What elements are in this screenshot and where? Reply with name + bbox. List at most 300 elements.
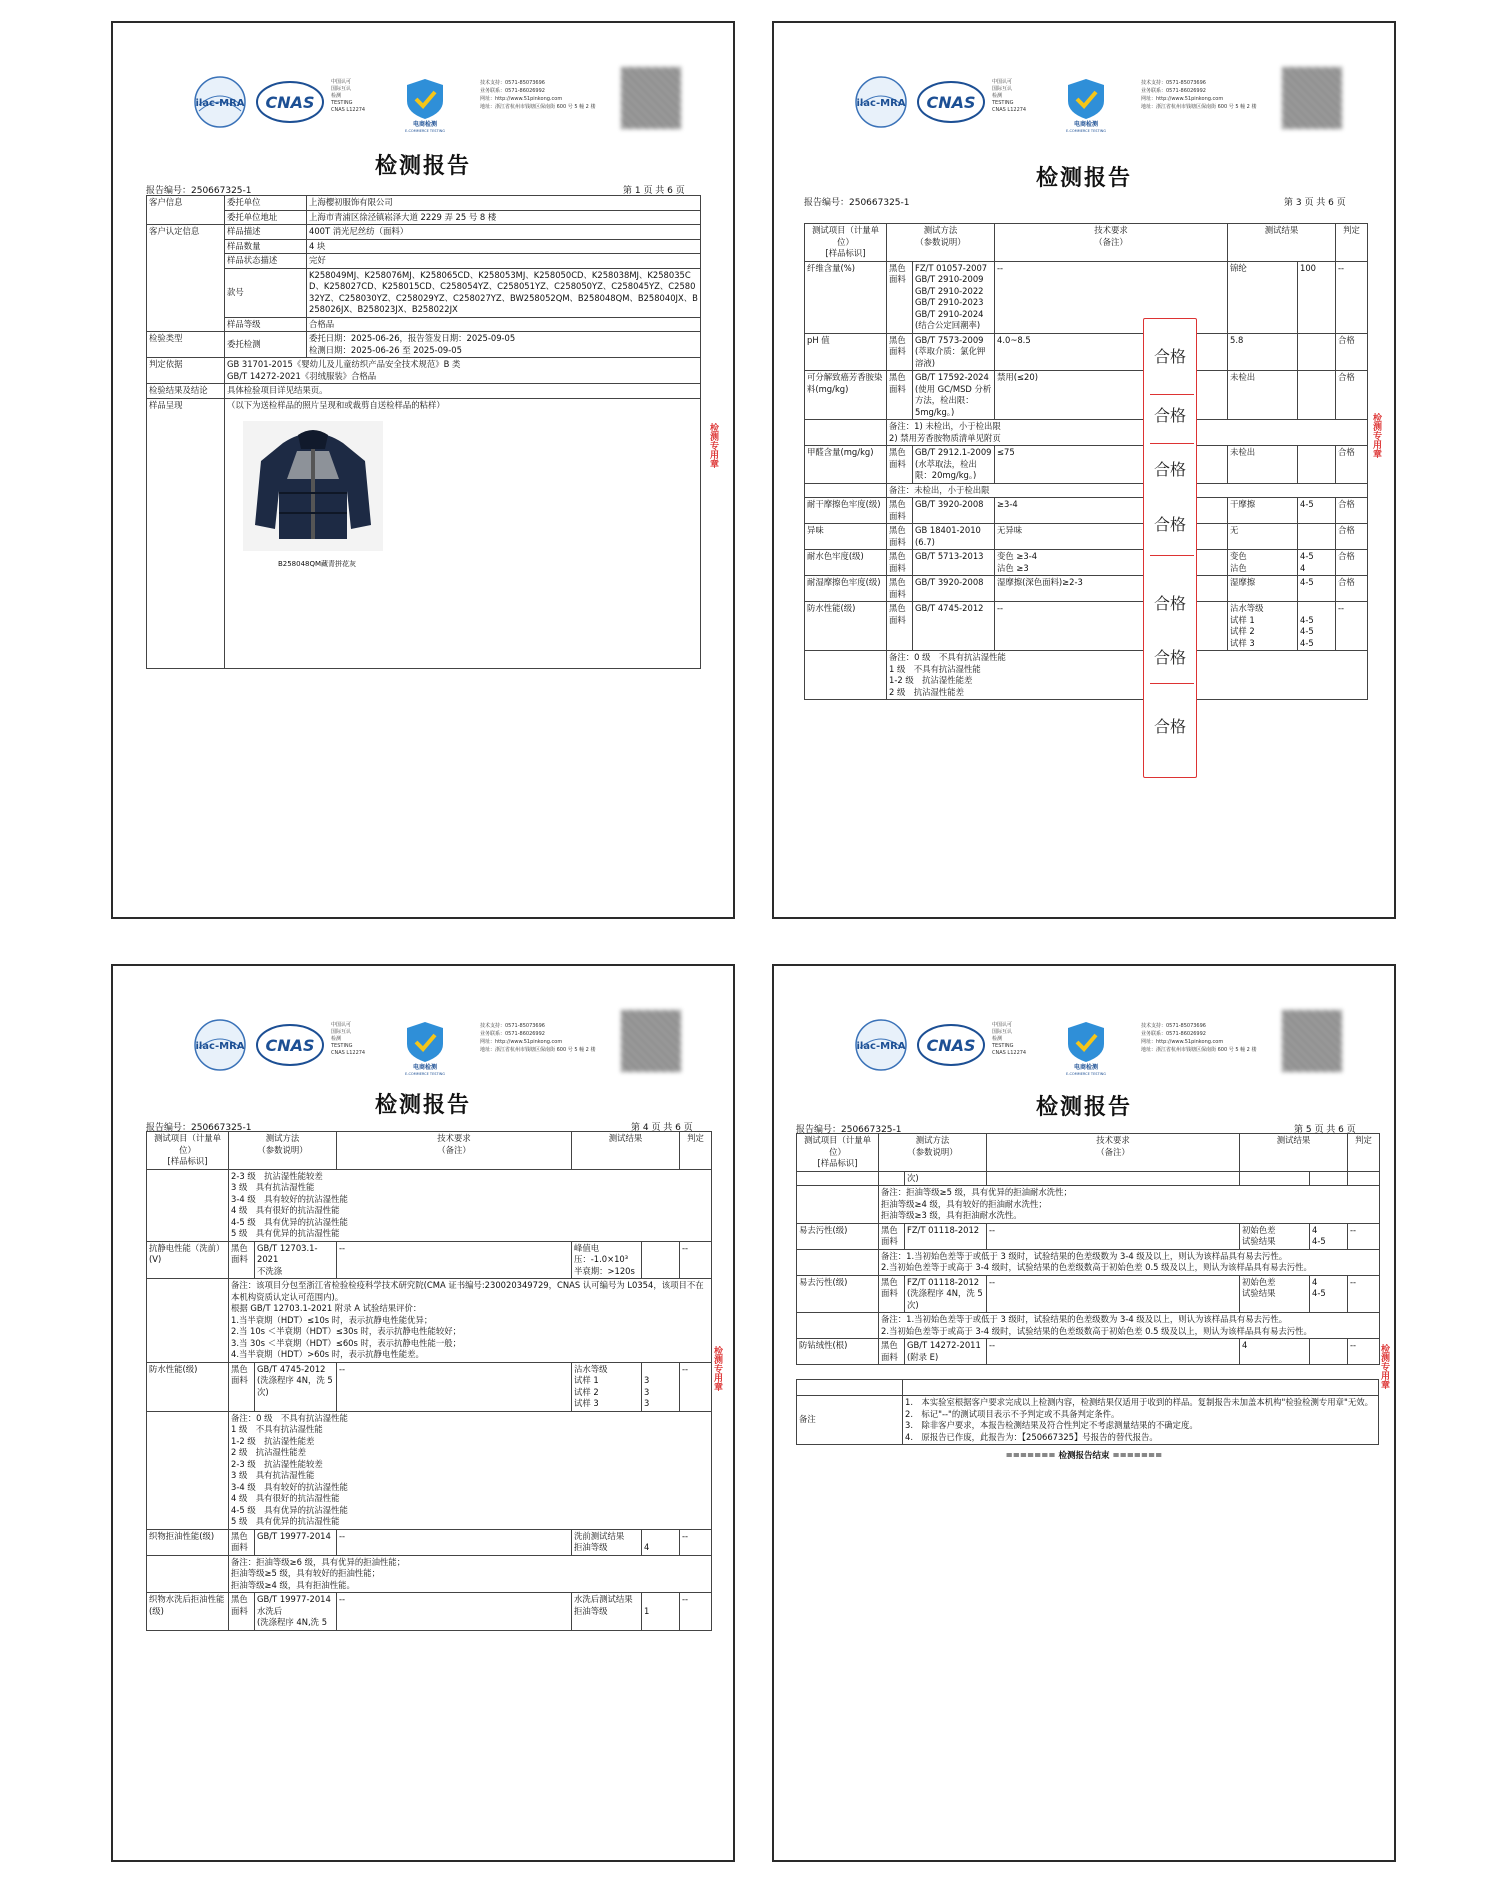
cell-res-r [1310,1171,1348,1186]
table-header-row [797,1134,1380,1172]
cell-judge [1348,1171,1380,1186]
contact-business: 业务联系：0571-86026992 [1141,1031,1206,1037]
cell-req: ≥3-4 [995,498,1228,524]
cell-res-l: 变色 沾色 [1228,550,1298,576]
cell-item: 抗静电性能（洗前）(V) [147,1241,229,1279]
inspection-stamp: 检测专用章 [708,423,718,468]
table-row [147,225,701,240]
cell-judge: 合格 [1336,498,1368,524]
cell-method: GB/T 7573-2009 (萃取介质：氯化钾溶液) [913,333,995,371]
cell-method: GB/T 5713-2013 [913,550,995,576]
table-row [805,550,1368,576]
svg-text:CNAS: CNAS [926,93,976,112]
cell-judge: -- [680,1241,712,1279]
svg-text:E-COMMERCE TESTING: E-COMMERCE TESTING [1065,129,1107,133]
cell-judge: 合格 [1336,550,1368,576]
table-row [147,317,701,332]
cell-item: 易去污性(级) [797,1223,879,1249]
ecommerce-testing-logo-icon [395,1018,455,1076]
cell-res-r [1298,524,1336,550]
contact-info [1141,1022,1271,1054]
svg-text:CNAS: CNAS [926,1036,976,1055]
cell-method: GB/T 19977-2014 [255,1529,337,1555]
cell-color: 黑色 面料 [229,1241,255,1279]
field-value: 合格品 [307,317,701,332]
contact-tech: 技术支持：0571-85073696 [1141,80,1206,86]
row-label: 客户认定信息 [147,225,225,332]
contact-business: 业务联系：0571-86026992 [480,88,545,94]
dates-line-2: 检测日期：2025-06-26 至 2025-09-05 [309,344,462,355]
cell-color: 黑色 面料 [879,1275,905,1313]
table-row [147,1411,712,1529]
cell-res-r: 4 4-5 [1310,1223,1348,1249]
contact-website: 网址：http://www.51pinkong.com [1141,96,1224,102]
cell-res-l: 峰值电压：-1.0×10³ 半衰期：>120s [572,1241,642,1279]
report-title: 检测报告 [1035,165,1132,191]
basis-line-1: GB 31701-2015《婴幼儿及儿童纺织产品安全技术规范》B 类 [227,359,461,369]
table-row [805,261,1368,333]
svg-text:ilac-MRA: ilac-MRA [195,1041,245,1052]
cnas-logo-icon [255,1018,325,1072]
cell-req: 无异味 [995,524,1228,550]
cell-item: 耐湿摩擦色牢度(级) [805,576,887,602]
inspection-stamp: 检测专用章 [1371,413,1381,458]
dates-line-1: 委托日期：2025-06-26，报告签发日期：2025-09-05 [309,333,516,343]
pass-label: 合格 [1153,594,1186,613]
qr-code-icon [621,67,681,129]
cell-method: GB/T 3920-2008 [913,498,995,524]
header-judgement: 判定 [1336,224,1368,262]
report-header [193,1018,663,1078]
cell-res-l: 洗前测试结果 拒油等级 [572,1529,642,1555]
cell-res-r [1298,446,1336,484]
header-method: 测试方法 （参数说明） [887,224,995,262]
cell-color: 黑色 面料 [887,524,913,550]
empty-cell [147,1555,229,1593]
ilac-mra-logo-icon [193,75,247,129]
table-row [147,1529,712,1555]
field-value: 具体检验项目详见结果页。 [225,384,701,399]
table-row [147,268,701,317]
results-table [146,1131,712,1631]
cell-item: 织物水洗后拒油性能(级) [147,1593,229,1631]
cell-color: 黑色 面料 [229,1593,255,1631]
header-requirement: 技术要求 （备注） [995,224,1228,262]
header-item: 测试项目（计量单位） [样品标识] [147,1132,229,1170]
contact-address: 地址：浙江省杭州市钱塘区保南街 600 号 5 幢 2 楼 [1141,1047,1257,1053]
report-page-1 [111,21,735,919]
cell-res-r [1310,1339,1348,1365]
report-header [193,75,663,135]
cell-color: 黑色 面料 [229,1529,255,1555]
table-row [797,1249,1380,1275]
cell-res-r: 4-5 4 [1298,550,1336,576]
header-requirement: 技术要求 （备注） [987,1134,1240,1172]
table-row [147,1241,712,1279]
divider [1150,683,1194,684]
cell-res-r [1298,371,1336,420]
cell-res-l: 无 [1228,524,1298,550]
cell-res-r: 3 3 3 [642,1362,680,1411]
svg-text:E-COMMERCE TESTING: E-COMMERCE TESTING [404,1072,446,1076]
spacer-cell [903,1380,1379,1396]
photo-caption: B258048QM藏青拼花灰 [277,559,357,568]
cell-res-l: 水洗后测试结果 拒油等级 [572,1593,642,1631]
cnas-accreditation-text: 中国认可 国际互认 检测 TESTING CNAS L12274 [992,79,1027,113]
table-row [147,196,701,211]
spacer-cell [797,1380,903,1396]
empty-cell [797,1313,879,1339]
cell-item: 防钻绒性(根) [797,1339,879,1365]
svg-text:E-COMMERCE TESTING: E-COMMERCE TESTING [404,129,446,133]
header-judgement: 判定 [680,1132,712,1170]
cell-res-l: 未检出 [1228,446,1298,484]
cell-req: -- [337,1241,572,1279]
results-table [804,223,1368,700]
cell-judge: 合格 [1336,333,1368,371]
contact-address: 地址：浙江省杭州市钱塘区保南街 600 号 5 幢 2 楼 [1141,104,1257,110]
table-row [147,358,701,384]
cell-res-r: 4-5 [1298,498,1336,524]
cell-judge: -- [680,1362,712,1411]
note-cell: 备注：拒油等级≥6 级，具有优异的拒油性能； 拒油等级≥5 级，具有较好的拒油性能； 拒油等级≥4 级，具有拒油性能。 [229,1555,712,1593]
table-row [797,1380,1379,1396]
table-row [147,1169,712,1241]
report-number: 报告编号：250667325-1 [146,186,252,196]
svg-text:CNAS: CNAS [265,1036,315,1055]
divider [1150,443,1194,444]
field-value [225,398,701,668]
cell-color: 黑色 面料 [887,371,913,420]
cell-color: 黑色 面料 [887,333,913,371]
contact-tech: 技术支持：0571-85073696 [480,1023,545,1029]
cell-color: 黑色 面料 [887,446,913,484]
cell-res-r: 4 4-5 [1310,1275,1348,1313]
note-cell: 备注：1) 未检出，小于检出限 2) 禁用芳香胺物质清单见附页 [887,420,1368,446]
note-cell: 备注：0 级 不具有抗沾湿性能 1 级 不具有抗沾湿性能 1-2 级 抗沾湿性能差 2 级 抗沾湿性能差 2-3 级 抗沾湿性能较差 3 级 具有抗沾湿性能 3-4 级 具有较好的抗沾湿性能 4 级 具有很好的抗沾湿性能 4-5 级 具有优异的抗沾湿性能 5 级 具有优异的抗沾湿性能 [229,1411,712,1529]
cell-res-r: 1 [642,1593,680,1631]
contact-tech: 技术支持：0571-85073696 [480,80,545,86]
cell-res-r: 4-5 [1298,576,1336,602]
field-key: 样品描述 [225,225,307,240]
cell-res-l: 干摩擦 [1228,498,1298,524]
cell-req: -- [337,1529,572,1555]
cell-method: GB/T 2912.1-2009 (水萃取法，检出限：20mg/kg。) [913,446,995,484]
cell-res-l: 初始色差 试验结果 [1240,1223,1310,1249]
table-row [805,498,1368,524]
table-row [797,1171,1380,1186]
page-number: 第 1 页 共 6 页 [623,186,685,196]
ecommerce-testing-logo-icon [1056,1018,1116,1076]
contact-website: 网址：http://www.51pinkong.com [480,1039,563,1045]
cell-method: GB/T 4745-2012 [913,602,995,651]
svg-text:ilac-MRA: ilac-MRA [856,1041,906,1052]
cell-color: 黑色 面料 [229,1362,255,1411]
cell-judge: -- [1348,1223,1380,1249]
report-header [854,75,1324,135]
empty-cell [805,651,887,700]
ilac-mra-logo-icon [193,1018,247,1072]
row-label: 检验类型 [147,332,225,358]
cell-res-l: 沾水等级 试样 1 试样 2 试样 3 [1228,602,1298,651]
contact-info [1141,79,1271,111]
basis-line-2: GB/T 14272-2021《羽绒服装》合格品 [227,370,377,381]
empty-cell [797,1186,879,1224]
table-row [147,1593,712,1631]
cell-judge: 合格 [1336,524,1368,550]
table-row [805,524,1368,550]
cell-res-l: 未检出 [1228,371,1298,420]
cell-method: GB 18401-2010 (6.7) [913,524,995,550]
field-key: 委托检测 [225,332,307,358]
report-number: 报告编号：250667325-1 [804,198,910,208]
empty-cell [805,483,887,498]
cell-color: 黑色 面料 [879,1339,905,1365]
cell-item: 防水性能(级) [805,602,887,651]
table-row [147,210,701,225]
cell-req: ≤75 [995,446,1228,484]
cnas-accreditation-text: 中国认可 国际互认 检测 TESTING CNAS L12274 [331,79,366,113]
qr-code-icon [1282,67,1342,129]
table-row [805,576,1368,602]
table-row [797,1339,1380,1365]
pass-label: 合格 [1153,347,1186,366]
cell-method: GB/T 4745-2012 (洗涤程序 4N，洗 5 次) [255,1362,337,1411]
cell-judge: 合格 [1336,446,1368,484]
contact-info [480,79,610,111]
inspection-stamp: 检测专用章 [712,1346,722,1391]
pass-label: 合格 [1153,717,1186,736]
table-row [797,1313,1380,1339]
inspection-stamp: 检测专用章 [1379,1344,1389,1389]
cell-req: 变色 ≥3-4 沾色 ≥3 [995,550,1228,576]
header-item: 测试项目（计量单位） [样品标识] [805,224,887,262]
field-value: 完好 [307,254,701,269]
field-value [225,358,701,384]
table-row [797,1275,1380,1313]
cell-method: GB/T 3920-2008 [913,576,995,602]
cell-item: 耐水色牢度(级) [805,550,887,576]
report-number: 报告编号：250667325-1 [796,1125,902,1135]
header-requirement: 技术要求 （备注） [337,1132,572,1170]
cell-color: 黑色 面料 [887,576,913,602]
table-row [797,1396,1379,1445]
photo-note: （以下为送检样品的照片呈现和或裁剪自送检样品的粘样） [227,399,445,410]
empty-cell [147,1411,229,1529]
report-header [854,1018,1324,1078]
note-cell: 备注：1.当初始色差等于或低于 3 级时，试验结果的色差级数为 3-4 级及以上，则认为该样品具有易去污性。 2.当初始色差等于或高于 3-4 级时，试验结果的色差级数高于初始色差 0.5 级及以上，则认为该样品具有易去污性。 [879,1313,1380,1339]
cell-res-l: 锦纶 [1228,261,1298,333]
report-title: 检测报告 [374,1092,471,1118]
report-page-4 [111,964,735,1862]
table-row [805,446,1368,484]
table-row [147,239,701,254]
contact-info [480,1022,610,1054]
cell-res-r [642,1241,680,1279]
table-row [147,254,701,269]
field-value [307,332,701,358]
note-cell: 备注：未检出，小于检出限 [887,483,1368,498]
cell-item: 织物拒油性能(级) [147,1529,229,1555]
cell-req: -- [995,261,1228,333]
field-value: 4 块 [307,239,701,254]
cell-req: 禁用(≤20) [995,371,1228,420]
cell-req: -- [995,602,1228,651]
sample-info-table [146,195,701,669]
cell-item [797,1171,879,1186]
table-row [805,371,1368,420]
empty-cell [147,1169,229,1241]
cell-judge: -- [1336,602,1368,651]
field-key: 样品数量 [225,239,307,254]
jacket-photo-icon [243,421,383,551]
contact-address: 地址：浙江省杭州市钱塘区保南街 600 号 5 幢 2 楼 [480,104,596,110]
cell-method: FZ/T 01118-2012 (洗涤程序 4N，洗 5 次) [905,1275,987,1313]
contact-website: 网址：http://www.51pinkong.com [480,96,563,102]
pass-label: 合格 [1153,406,1186,425]
cell-judge: 合格 [1336,576,1368,602]
pass-label: 合格 [1153,648,1186,667]
header-method: 测试方法 （参数说明） [879,1134,987,1172]
cnas-logo-icon [916,75,986,129]
header-method: 测试方法 （参数说明） [229,1132,337,1170]
table-row [797,1186,1380,1224]
empty-cell [797,1249,879,1275]
cell-res-l: 沾水等级 试样 1 试样 2 试样 3 [572,1362,642,1411]
cell-judge: 合格 [1336,371,1368,420]
cell-item: 甲醛含量(mg/kg) [805,446,887,484]
cell-method: GB/T 17592-2024 (使用 GC/MSD 分析方法，检出限：5mg/kg。) [913,371,995,420]
row-label: 客户信息 [147,196,225,225]
cell-res-r: 100 [1298,261,1336,333]
row-label: 判定依据 [147,358,225,384]
field-key: 委托单位 [225,196,307,211]
contact-business: 业务联系：0571-86026992 [1141,88,1206,94]
cell-res-l: 初始色差 试验结果 [1240,1275,1310,1313]
table-header-row [805,224,1368,262]
header-result: 测试结果 [1240,1134,1348,1172]
cell-color: 黑色 面料 [887,261,913,333]
report-number: 报告编号：250667325-1 [146,1123,252,1133]
cell-judge: -- [680,1529,712,1555]
cell-judge: -- [680,1593,712,1631]
cell-res-l: 4 [1240,1339,1310,1365]
ecommerce-testing-logo-icon [1056,75,1116,133]
cell-item: pH 值 [805,333,887,371]
cell-judge: -- [1348,1275,1380,1313]
svg-text:电商检测: 电商检测 [412,1064,438,1071]
cell-req: -- [337,1593,572,1631]
cell-color: 黑色 面料 [887,550,913,576]
divider [1150,555,1194,556]
field-key: 样品状态描述 [225,254,307,269]
cell-color [879,1171,905,1186]
page-number: 第 5 页 共 6 页 [1294,1125,1356,1135]
ilac-mra-logo-icon [854,75,908,129]
cell-method: GB/T 12703.1-2021 不洗涤 [255,1241,337,1279]
contact-business: 业务联系：0571-86026992 [480,1031,545,1037]
field-value: 400T 消光尼丝纺（面料） [307,225,701,240]
contact-address: 地址：浙江省杭州市钱塘区保南街 600 号 5 幢 2 楼 [480,1047,596,1053]
cell-method: FZ/T 01057-2007 GB/T 2910-2009 GB/T 2910-2022 GB/T 2910-2023 GB/T 2910-2024 (结合公定回潮率) [913,261,995,333]
qr-code-icon [1282,1010,1342,1072]
pass-label: 合格 [1153,515,1186,534]
pass-label: 合格 [1153,460,1186,479]
svg-text:E-COMMERCE TESTING: E-COMMERCE TESTING [1065,1072,1107,1076]
note-cell: 备注：拒油等级≥5 级，具有优异的拒油耐水洗性； 拒油等级≥4 级，具有较好的拒油耐水洗性； 拒油等级≥3 级，具有拒油耐水洗性。 [879,1186,1380,1224]
cnas-logo-icon [916,1018,986,1072]
field-key: 款号 [225,268,307,317]
field-key: 委托单位地址 [225,210,307,225]
cell-color: 黑色 面料 [887,602,913,651]
table-row [147,1362,712,1411]
divider [1150,394,1194,395]
table-row [797,1223,1380,1249]
contact-tech: 技术支持：0571-85073696 [1141,1023,1206,1029]
cell-color: 黑色 面料 [887,498,913,524]
header-judgement: 判定 [1348,1134,1380,1172]
cell-color: 黑色 面料 [879,1223,905,1249]
cell-res-l: 5.8 [1228,333,1298,371]
pass-labels-panel [1143,318,1197,778]
field-value: 上海樱初服饰有限公司 [307,196,701,211]
row-label: 检验结果及结论 [147,384,225,399]
cell-res-r [1298,333,1336,371]
cell-req: -- [987,1339,1240,1365]
header-result: 测试结果 [572,1132,680,1170]
svg-text:电商检测: 电商检测 [412,121,438,128]
cell-res-r: 4 [642,1529,680,1555]
note-cell: 2-3 级 抗沾湿性能较差 3 级 具有抗沾湿性能 3-4 级 具有较好的抗沾湿性能 4 级 具有很好的抗沾湿性能 4-5 级 具有优异的抗沾湿性能 5 级 具有优异的抗沾湿性能 [229,1169,712,1241]
cell-res-r: 4-5 4-5 4-5 [1298,602,1336,651]
cell-judge: -- [1348,1339,1380,1365]
header-result: 测试结果 [1228,224,1336,262]
remarks-table [796,1379,1379,1445]
cell-item: 异味 [805,524,887,550]
report-end-mark: ======= 检测报告结束 ======= [1005,1451,1163,1461]
cell-req: 4.0~8.5 [995,333,1228,371]
empty-cell [147,1279,229,1363]
contact-website: 网址：http://www.51pinkong.com [1141,1039,1224,1045]
cell-item: 耐干摩擦色牢度(级) [805,498,887,524]
cell-res-l: 湿摩擦 [1228,576,1298,602]
cell-item: 防水性能(级) [147,1362,229,1411]
qr-code-icon [621,1010,681,1072]
empty-cell [805,420,887,446]
remark-label: 备注 [797,1396,903,1445]
svg-text:ilac-MRA: ilac-MRA [195,98,245,109]
table-header-row [147,1132,712,1170]
cnas-accreditation-text: 中国认可 国际互认 检测 TESTING CNAS L12274 [992,1022,1027,1056]
table-row [805,602,1368,651]
cell-method: GB/T 19977-2014 水洗后 (洗涤程序 4N,洗 5 [255,1593,337,1631]
row-label: 样品呈现 [147,398,225,668]
remark-text: 1. 本实验室根据客户要求完成以上检测内容，检测结果仅适用于收到的样品。复制报告未加盖本机构"检验检测专用章"无效。 2. 标记"--"的测试项目表示不予判定或不具备判定条件。 3. 除非客户要求，本报告检测结果及符合性判定不考虑测量结果的不确定度。 4. 原报告已作废，此报告为：【250667325】号报告的替代报告。 [903,1396,1379,1445]
page-number: 第 4 页 共 6 页 [631,1123,693,1133]
table-row [147,332,701,358]
report-page-3 [772,21,1396,919]
table-row [805,651,1368,700]
cell-item: 可分解致癌芳香胺染料(mg/kg) [805,371,887,420]
cell-req: -- [987,1275,1240,1313]
svg-text:CNAS: CNAS [265,93,315,112]
cell-method: FZ/T 01118-2012 [905,1223,987,1249]
report-title: 检测报告 [1035,1094,1132,1120]
cell-req [987,1171,1240,1186]
table-row [805,483,1368,498]
cnas-logo-icon [255,75,325,129]
cell-req: 湿摩擦(深色面料)≥2-3 [995,576,1228,602]
